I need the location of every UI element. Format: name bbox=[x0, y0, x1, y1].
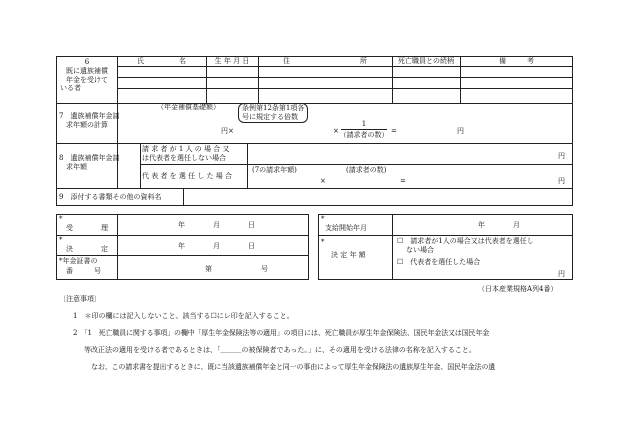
sec8-sub-claim: (7の請求年額) bbox=[252, 166, 297, 174]
sec6-row2 bbox=[117, 77, 573, 78]
sec8-mid bbox=[140, 164, 573, 165]
start-label: 支給開始年月 bbox=[325, 224, 367, 232]
sec7-times: × bbox=[333, 127, 339, 135]
receipt-label: 受 理 bbox=[66, 224, 108, 232]
option-representative[interactable]: ☐ 代表者を選任した場合 bbox=[397, 258, 481, 266]
sec7-label bbox=[59, 112, 119, 130]
start-star: * bbox=[321, 215, 325, 223]
amount-star: * bbox=[321, 238, 325, 246]
sec8-row2-yen: 円 bbox=[558, 177, 565, 185]
sec7-bottom bbox=[56, 143, 573, 144]
sec6-label bbox=[57, 58, 117, 93]
certificate-label2: 番 号 bbox=[66, 267, 101, 275]
notes-title: 〔注意事項〕 bbox=[59, 295, 101, 303]
sec7-numerator: 1 bbox=[361, 120, 367, 128]
sec8-row1-yen: 円 bbox=[558, 152, 565, 160]
note-item: 等改正法の適用を受ける者であるときは、「＿＿＿の被保険者であった。」に、その適用を受ける法律の名称を記入すること。 bbox=[84, 346, 476, 354]
sec8-times: × bbox=[320, 177, 326, 185]
note-item: 2 「1 死亡職員に関する事項」の欄中「厚生年金保険法等の適用」の項目には、死亡職員が厚生年金保険法、国民年金法又は国民年金 bbox=[73, 329, 490, 337]
sec7-denominator: （請求者の数） bbox=[339, 131, 389, 139]
ordinance-line: 号に規定する倍数 bbox=[242, 112, 298, 121]
receipt-star: * bbox=[59, 215, 63, 223]
sec8-row1-line: は代表者を選任しない場合 bbox=[142, 153, 226, 162]
sec9-divider bbox=[183, 188, 184, 206]
sec8-row1-line: 請 求 者 が 1 人 の 場 合 又 bbox=[142, 145, 230, 153]
sec6-label-line: 既に遺族補償 bbox=[66, 66, 108, 75]
header-birthdate: 生 年 月 日 bbox=[214, 57, 250, 65]
sec8-row1-label bbox=[142, 145, 229, 163]
office-right-col bbox=[392, 214, 393, 280]
header-remarks: 備 考 bbox=[499, 57, 534, 65]
ordinance-line: 条例第12条第1項各 bbox=[242, 104, 305, 112]
sec7-equals: = bbox=[391, 127, 397, 135]
sec8-label-line: 8 遺族補償年金請 bbox=[59, 154, 120, 162]
sec6-label-line: 年金を受けて bbox=[66, 75, 108, 84]
note-item: 1 ＊印の欄には記入しないこと。該当する☐にレ印を記入すること。 bbox=[73, 312, 294, 320]
main-form-table bbox=[56, 56, 573, 206]
ordinance-bracket bbox=[238, 103, 308, 123]
sec7-label-line: 7 遺族補償年金請 bbox=[59, 112, 120, 120]
sec6-bottom bbox=[56, 103, 573, 104]
sec7-yen-times: 円× bbox=[221, 127, 234, 135]
basic-amount-label: （年金補償基礎額） bbox=[157, 103, 220, 111]
sec6-row1 bbox=[117, 66, 573, 67]
option-single-line: ない場合 bbox=[406, 245, 434, 254]
office-left-row1 bbox=[56, 235, 309, 236]
sec8-col2 bbox=[247, 143, 248, 188]
receipt-date: 年 月 日 bbox=[178, 221, 255, 229]
sec7-label-line: 求年額の計算 bbox=[66, 120, 108, 129]
decision-label: 決 定 bbox=[66, 245, 108, 253]
option-single[interactable] bbox=[397, 237, 534, 255]
option-single-line: ☐ 請求者が1人の場合又は代表者を選任し bbox=[397, 237, 534, 245]
header-address: 住 所 bbox=[283, 57, 367, 65]
paper-size-note: （日本産業規格A列4番） bbox=[478, 285, 558, 293]
sec8-col bbox=[140, 143, 141, 188]
sec7-fraction-bar bbox=[341, 129, 387, 130]
sec6-label-line: いる者 bbox=[60, 84, 81, 93]
sec7-yen: 円 bbox=[457, 127, 464, 135]
header-relation: 死亡職員との続柄 bbox=[398, 57, 454, 65]
office-left-col bbox=[117, 214, 118, 280]
sec6-label-line: 6 bbox=[84, 58, 90, 66]
sec8-equals: = bbox=[400, 177, 406, 185]
start-value: 年 月 bbox=[478, 221, 520, 229]
decision-date: 年 月 日 bbox=[178, 242, 255, 250]
sec8-label bbox=[59, 154, 119, 172]
decision-star: * bbox=[59, 236, 63, 244]
note-item: なお、この請求書を提出するときに、既に当該遺族補償年金と同一の事由によって厚生年金保険法の遺族厚生年金、国民年金法の遺 bbox=[91, 363, 496, 371]
certificate-label1: *年金証書の bbox=[59, 257, 98, 265]
office-left-row2 bbox=[56, 255, 309, 256]
sec6-row3 bbox=[117, 88, 573, 89]
amount-yen: 円 bbox=[558, 270, 565, 278]
sec8-sub-count: (請求者の数) bbox=[346, 166, 387, 174]
certificate-number: 第 号 bbox=[205, 265, 268, 273]
sec9-label: 9 添付する書類その他の資料名 bbox=[59, 193, 162, 201]
sec8-bottom bbox=[56, 188, 573, 189]
sec8-label-line: 求年額 bbox=[66, 162, 87, 171]
sec8-row2-label: 代 表 者 を 選 任 し た 場 合 bbox=[142, 172, 233, 180]
office-right-row1 bbox=[318, 235, 573, 236]
amount-label: 決 定 年 額 bbox=[331, 251, 366, 259]
header-name: 氏 名 bbox=[137, 57, 186, 65]
